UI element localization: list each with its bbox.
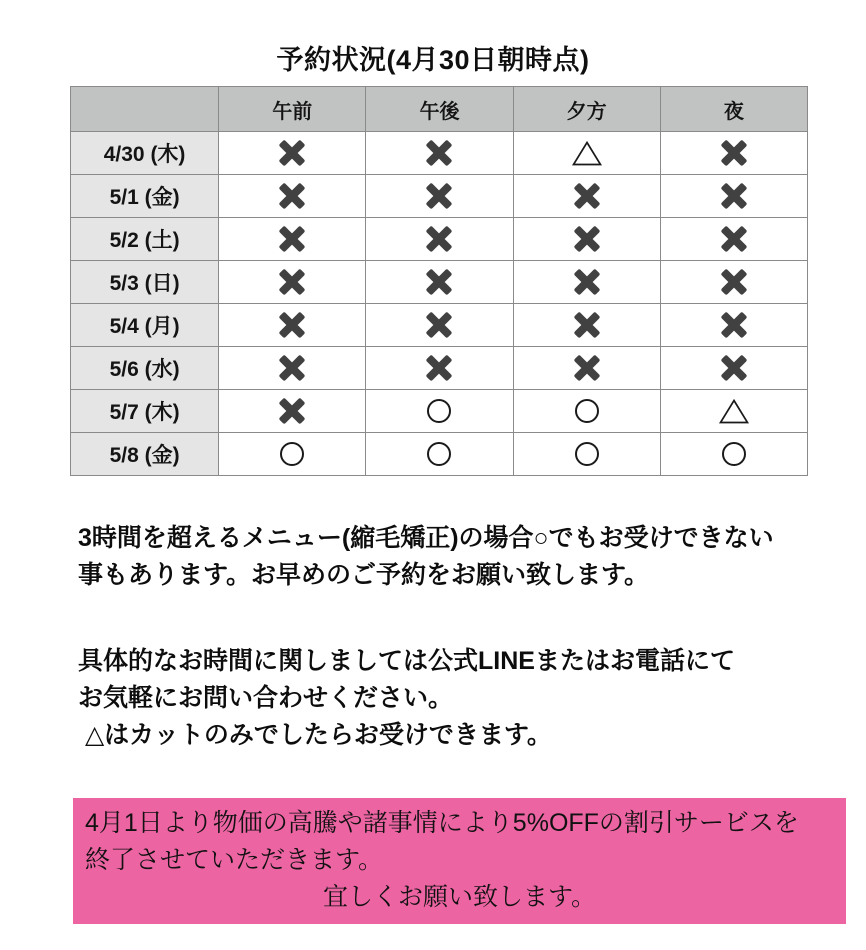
row-label: 5/4 (月) [71,304,219,347]
row-label: 5/3 (日) [71,261,219,304]
status-x-icon [424,181,454,211]
table-row [71,132,808,175]
corner-cell [71,87,219,132]
table-row [71,390,808,433]
status-x-icon [424,138,454,168]
status-cell [366,175,513,218]
note-line: △はカットのみでしたらお受けできます。 [78,721,552,749]
note-line: 具体的なお時間に関しましては公式LINEまたはお電話にて [78,647,735,675]
status-cell [660,261,807,304]
col-header-night: 夜 [660,87,807,132]
status-x-icon [719,267,749,297]
status-x-icon [424,224,454,254]
col-header-morning: 午前 [219,87,366,132]
status-x-icon [572,310,602,340]
status-x-icon [719,353,749,383]
page-title: 予約状況(4月30日朝時点) [276,45,590,75]
status-circle-icon [427,399,451,423]
status-x-icon [572,181,602,211]
status-cell [366,218,513,261]
status-triangle-icon [718,398,750,425]
status-cell [660,347,807,390]
status-cell [219,132,366,175]
status-cell [219,175,366,218]
status-x-icon [719,224,749,254]
table-row [71,261,808,304]
status-cell [513,175,660,218]
status-cell [366,347,513,390]
status-cell [219,433,366,476]
promo-end-banner [73,798,846,924]
status-circle-icon [575,399,599,423]
row-label: 5/8 (金) [71,433,219,476]
status-cell [513,132,660,175]
row-label: 5/7 (木) [71,390,219,433]
note-line: 3時間を超えるメニュー(縮毛矯正)の場合○でもお受けできない [78,524,774,552]
status-cell [513,304,660,347]
col-header-evening: 夕方 [513,87,660,132]
status-cell [660,304,807,347]
note-line: 事もあります。お早めのご予約をお願い致します。 [78,561,650,589]
table-row [71,304,808,347]
status-cell [219,218,366,261]
status-cell [660,132,807,175]
reservation-status-table [70,86,808,476]
note-line: お気軽にお問い合わせください。 [78,684,454,712]
status-circle-icon [280,442,304,466]
status-x-icon [277,353,307,383]
status-cell [660,390,807,433]
status-cell [513,261,660,304]
status-circle-icon [427,442,451,466]
status-cell [366,304,513,347]
status-cell [660,433,807,476]
banner-line: 終了させていただきます。 [85,846,384,874]
banner-line: 宜しくお願い致します。 [322,883,596,911]
status-cell [513,347,660,390]
status-x-icon [277,267,307,297]
status-cell [366,132,513,175]
status-x-icon [719,138,749,168]
row-label: 4/30 (木) [71,132,219,175]
status-cell [366,390,513,433]
status-cell [660,218,807,261]
status-cell [366,433,513,476]
status-x-icon [719,310,749,340]
status-x-icon [424,267,454,297]
status-cell [513,218,660,261]
col-header-afternoon: 午後 [366,87,513,132]
status-cell [219,347,366,390]
status-cell [219,390,366,433]
status-circle-icon [722,442,746,466]
status-triangle-icon [571,140,603,167]
status-cell [366,261,513,304]
row-label: 5/2 (土) [71,218,219,261]
status-cell [513,433,660,476]
table-row [71,433,808,476]
table-row [71,347,808,390]
status-x-icon [572,267,602,297]
status-x-icon [277,396,307,426]
status-cell [660,175,807,218]
banner-line: 4月1日より物価の高騰や諸事情により5%OFFの割引サービスを [85,809,799,837]
status-x-icon [277,138,307,168]
status-cell [513,390,660,433]
status-x-icon [277,181,307,211]
note-availability [78,520,818,594]
status-x-icon [277,310,307,340]
status-x-icon [719,181,749,211]
status-cell [219,261,366,304]
row-label: 5/6 (水) [71,347,219,390]
row-label: 5/1 (金) [71,175,219,218]
status-x-icon [572,353,602,383]
header-row [71,87,808,132]
status-circle-icon [575,442,599,466]
status-x-icon [277,224,307,254]
table-row [71,175,808,218]
note-contact [78,643,818,754]
status-cell [219,304,366,347]
status-x-icon [424,353,454,383]
status-x-icon [572,224,602,254]
status-x-icon [424,310,454,340]
table-row [71,218,808,261]
